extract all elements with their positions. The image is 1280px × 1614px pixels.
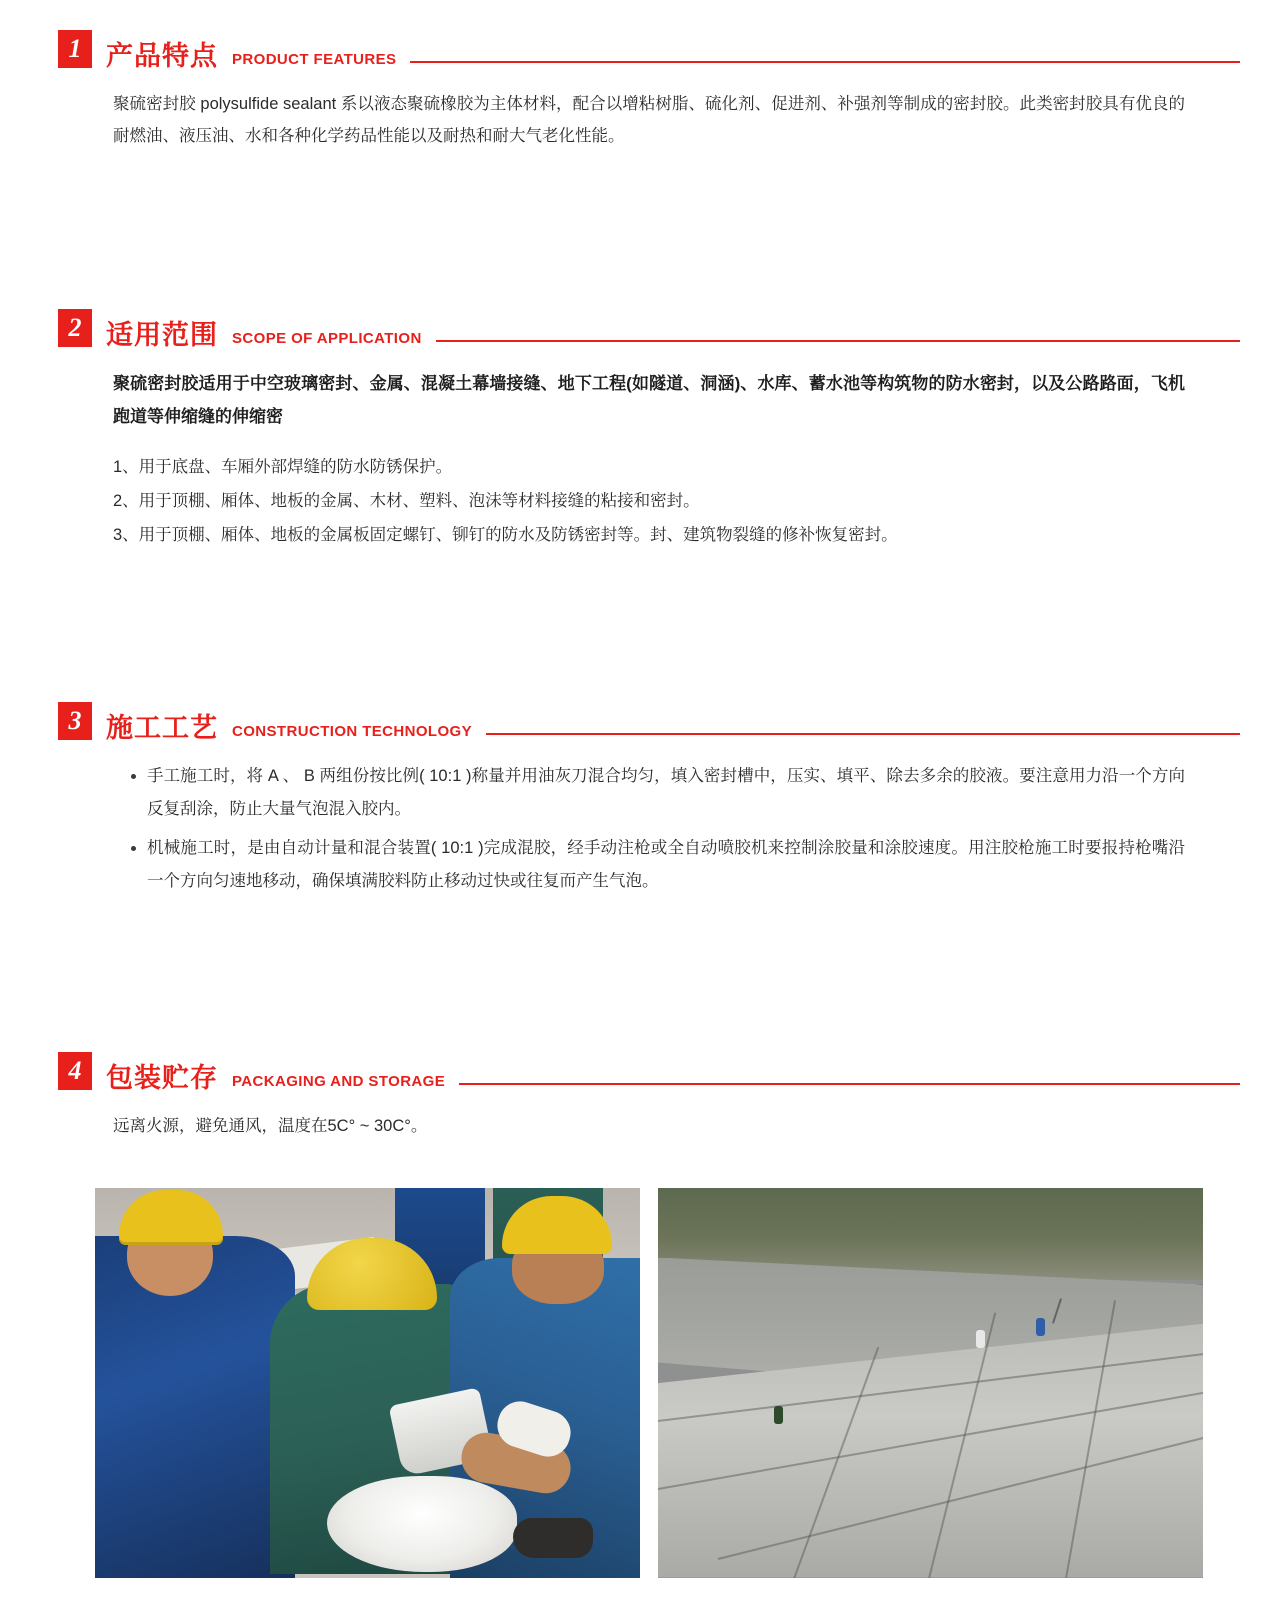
list-item: 手工施工时，将 A 、 B 两组份按比例( 10:1 )称量并用油灰刀混合均匀，填入密封槽中，压实、填平、除去多余的胶液。要注意用力沿一个方向反复刮涂，防止大量气泡混入胶内。 [131, 760, 1185, 826]
workers-mixing-sealant-photo [95, 1188, 640, 1578]
lead-paragraph: 聚硫密封胶适用于中空玻璃密封、金属、混凝土幕墙接缝、地下工程(如隧道、洞涵)、水库、蓄水池等构筑物的防水密封，以及公路路面，飞机跑道等伸缩缝的伸缩密 [113, 373, 1185, 426]
section-construction-technology [0, 552, 1280, 898]
section-number-badge: 4 [58, 1052, 92, 1090]
paragraph: 聚硫密封胶 polysulfide sealant 系以液态聚硫橡胶为主体材料，配合以增粘树脂、硫化剂、促进剂、补强剂等制成的密封胶。此类密封胶具有优良的耐燃油、液压油、水和各种化学药品性能以及耐热和耐大气老化性能。 [113, 95, 1185, 145]
worker-figure [774, 1406, 783, 1424]
header-rule [459, 1083, 1240, 1085]
section-title-cn: 包装贮存 [106, 1062, 218, 1093]
worker-figure [976, 1330, 985, 1348]
photo-gallery [0, 1188, 1280, 1614]
header-rule [410, 61, 1240, 63]
section-scope-of-application [0, 169, 1280, 552]
list-item: 3、用于顶棚、厢体、地板的金属板固定螺钉、铆钉的防水及防锈密封等。封、建筑物裂缝的修补恢复密封。 [113, 525, 898, 544]
section-product-features [0, 0, 1280, 152]
list-item: 2、用于顶棚、厢体、地板的金属、木材、塑料、泡沫等材料接缝的粘接和密封。 [113, 491, 700, 510]
tool-bag [513, 1518, 593, 1558]
section-title-cn: 施工工艺 [106, 712, 218, 743]
white-sealant-mass [327, 1476, 517, 1572]
section-number-badge: 3 [58, 702, 92, 740]
section-body [0, 1110, 1280, 1142]
header-rule [436, 340, 1240, 342]
section-header [0, 309, 1280, 349]
section-title-cn: 适用范围 [106, 319, 218, 350]
list-item: 机械施工时，是由自动计量和混合装置( 10:1 )完成混胶，经手动注枪或全自动喷胶机来控制涂胶量和涂胶速度。用注胶枪施工时要报持枪嘴沿一个方向匀速地移动，确保填满胶料防止移动过快或往复而产生气泡。 [131, 832, 1185, 898]
section-title-en: CONSTRUCTION TECHNOLOGY [232, 722, 473, 740]
bullet-list [113, 760, 1185, 898]
paragraph: 远离火源，避免通风，温度在5C° ~ 30C°。 [113, 1116, 428, 1135]
reservoir-slope-photo [658, 1188, 1203, 1578]
section-packaging-and-storage [0, 904, 1280, 1142]
section-number-badge: 2 [58, 309, 92, 347]
section-header [0, 1052, 1280, 1092]
section-title-cn: 产品特点 [106, 41, 218, 71]
section-body [0, 760, 1280, 898]
section-title-en: PACKAGING AND STORAGE [232, 1072, 446, 1090]
section-body [0, 367, 1280, 552]
section-header [0, 30, 1280, 70]
header-rule [486, 733, 1240, 735]
section-title-en: PRODUCT FEATURES [232, 51, 397, 68]
numbered-list [113, 450, 1185, 552]
section-number-badge: 1 [58, 30, 92, 68]
list-item: 1、用于底盘、车厢外部焊缝的防水防锈保护。 [113, 457, 453, 476]
worker-figure [1036, 1318, 1045, 1336]
section-title-en: SCOPE OF APPLICATION [232, 329, 422, 347]
section-body [0, 88, 1280, 152]
section-header [0, 702, 1280, 742]
